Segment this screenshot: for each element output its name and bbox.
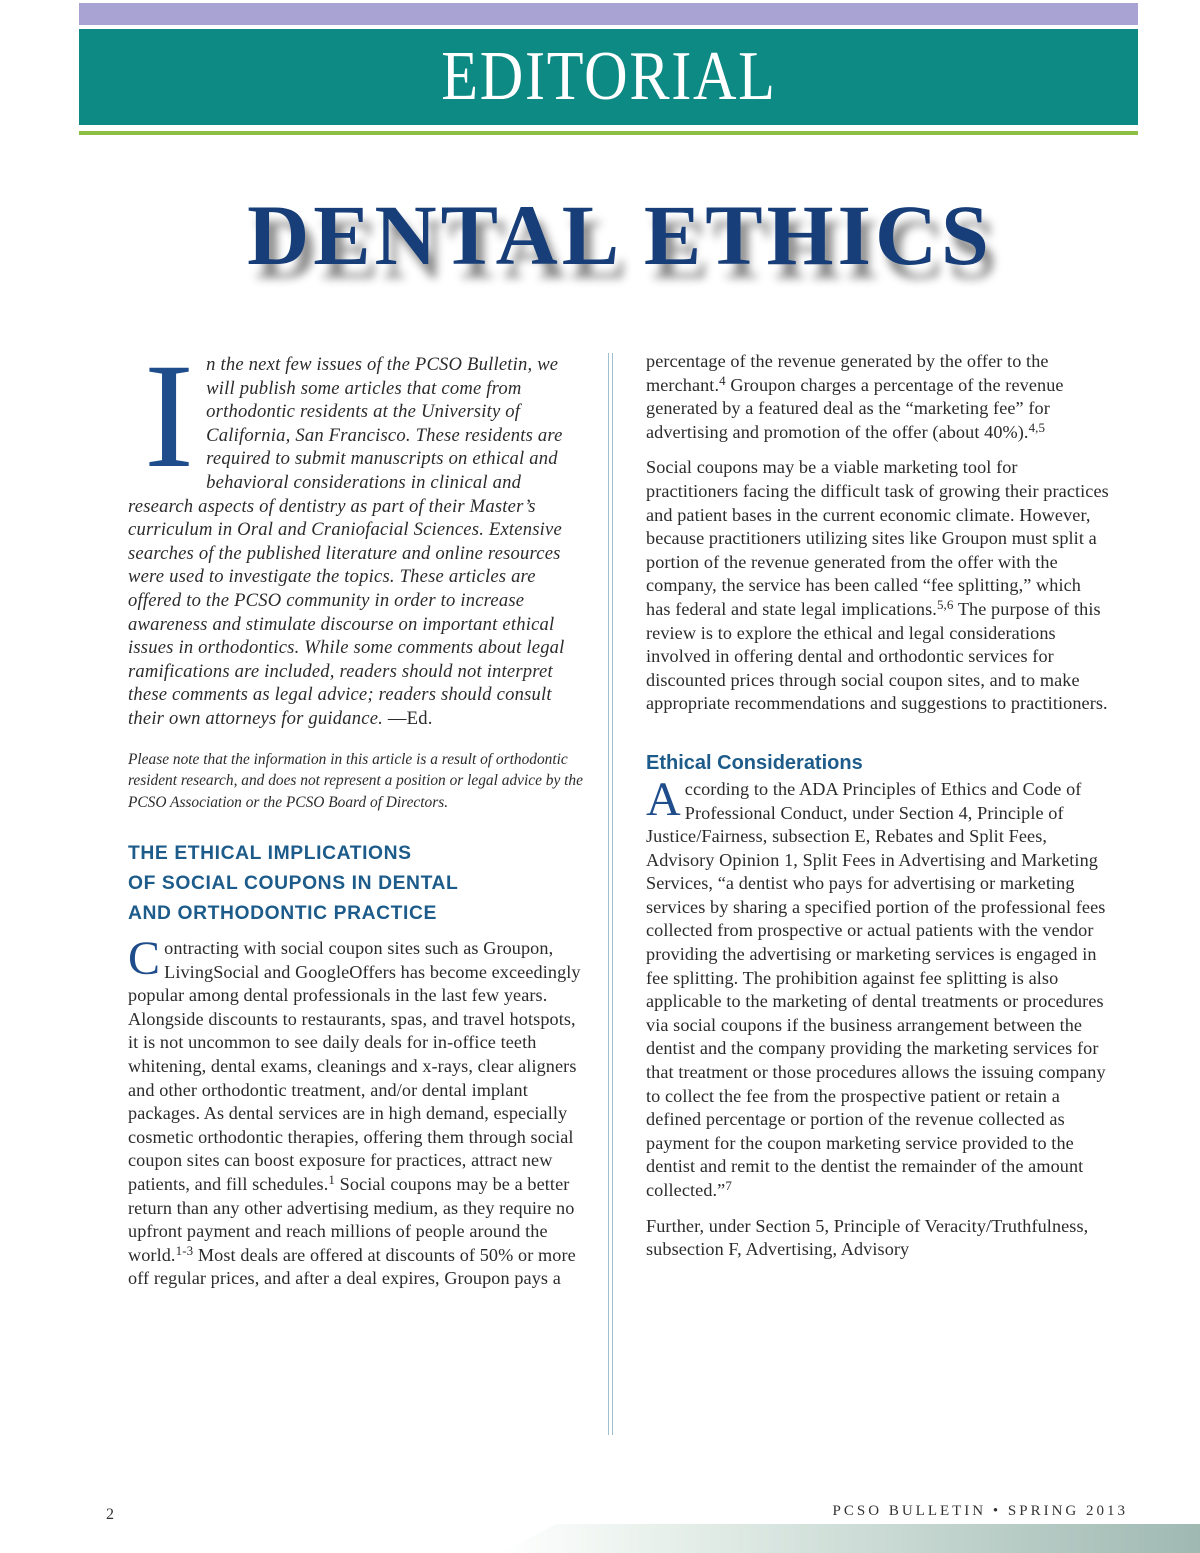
reference-marker: 7 bbox=[725, 1178, 732, 1193]
reference-marker: 4,5 bbox=[1028, 419, 1046, 435]
article-title: DENTAL ETHICS bbox=[247, 187, 993, 283]
paragraph-text: ccording to the ADA Principles of Ethics and Code of Professional Conduct, under Section 4, Principle of Justice/Fairness, subsection E, Rebates and Split Fees, Advisory Opinion 1, Split Fees in Advertising and Marketing Services, “a dentist who pays for advertising or marketing services by sharing a specified portion of the professional fees collected from prospective or actual patients with the vendor providing the advertising or marketing services is engaged in fee splitting. The prohibition against fee splitting is also applicable to the marketing of dental treatments or procedures via social coupons if the business arrangement between the dentist and the company providing the marketing services for that treatment or those procedures allows the issuing company to collect the fee from the prospective patient or retain a defined percentage or portion of the revenue collected as payment for the coupon marketing service provided to the dentist and remit to the dentist the remainder of the amount collected.” bbox=[646, 778, 1106, 1200]
ethics-paragraph bbox=[646, 772, 1110, 1203]
right-column bbox=[646, 350, 1110, 1262]
column-divider bbox=[608, 353, 613, 1435]
intro-signoff: —Ed. bbox=[383, 707, 433, 729]
paragraph-text: Social coupons may be a better return than any other advertising medium, as they require no upfront payment and reach millions of people around the world. bbox=[128, 1173, 575, 1265]
top-stripe bbox=[79, 3, 1138, 25]
paragraph-text: Groupon charges a percentage of the revenue generated by a featured deal as the “marketing fee” for advertising and promotion of the offer (about 40%). bbox=[646, 374, 1064, 442]
section-heading-line: OF SOCIAL COUPONS IN DENTAL bbox=[128, 873, 459, 894]
paragraph-text: Most deals are offered at discounts of 50% or more off regular prices, and after a deal expires, Groupon pays a bbox=[128, 1244, 576, 1289]
reference-marker: 1 bbox=[328, 1171, 335, 1187]
section-paragraph bbox=[128, 932, 584, 1291]
left-column bbox=[128, 333, 584, 1291]
banner-accent-line bbox=[79, 131, 1138, 135]
intro-text: n the next few issues of the PCSO Bulletin, we will publish some articles that come from orthodontic residents at the University of California, San Francisco. These residents are required to submit manuscripts on ethical and behavioral considerations in clinical and research aspects of dentistry as part of their Master’s curriculum in Oral and Craniofacial Sciences. Extensive searches of the published literature and online resources were used to investigate the topics. These articles are offered to the PCSO community in order to increase awareness and stimulate discourse on important ethical issues in orthodontics. While some comments about legal ramifications are included, readers should not interpret these comments as legal advice; readers should consult their own attorneys for guidance. bbox=[128, 354, 565, 729]
page-number: 2 bbox=[106, 1506, 114, 1523]
reference-marker: 4 bbox=[719, 372, 726, 388]
subsection-heading: Ethical Considerations bbox=[646, 751, 863, 774]
footer-gradient bbox=[500, 1524, 1200, 1553]
editor-intro bbox=[128, 333, 584, 731]
paragraph-text: The purpose of this review is to explore the ethical and legal considerations involved in offering dental and orthodontic services for discounted prices through social coupon sites, and to make appropriate recommendations and suggestions to practitioners. bbox=[646, 598, 1108, 714]
subsection-dropcap: A bbox=[646, 772, 681, 826]
paragraph-text: percentage of the revenue generated by the offer to the merchant. bbox=[646, 351, 1049, 395]
banner-title: EDITORIAL bbox=[440, 38, 777, 115]
paragraph-text: Social coupons may be a viable marketing tool for practitioners facing the difficult task of growing their practices and patient bases in the current economic climate. However, because practitioners utilizing sites like Groupon must split a portion of the revenue generated from the offer with the company, the service has been called “fee splitting,” which has federal and state legal implications. bbox=[646, 457, 1109, 619]
section-heading-line: AND ORTHODONTIC PRACTICE bbox=[128, 903, 437, 924]
publication-footer: PCSO BULLETIN • SPRING 2013 bbox=[832, 1503, 1128, 1519]
disclaimer-note: Please note that the information in this article is a result of orthodontic resident research, and does not represent a position or legal advice by the PCSO Association or the PCSO Board of Directors. bbox=[128, 750, 583, 811]
section-dropcap: C bbox=[128, 932, 161, 985]
section-heading-line: THE ETHICAL IMPLICATIONS bbox=[128, 843, 412, 864]
veracity-paragraph: Further, under Section 5, Principle of Veracity/Truthfulness, subsection F, Advertising, Advisory bbox=[646, 1215, 1089, 1260]
paragraph-text: ontracting with social coupon sites such as Groupon, LivingSocial and GoogleOffers has become exceedingly popular among dental professionals in the last few years. Alongside discounts to restaurants, spas, and travel hotspots, it is not uncommon to see daily deals for in-office teeth whitening, dental exams, cleanings and x-rays, clear aligners and other orthodontic treatment, and/or dental implant packages. As dental services are in high demand, especially cosmetic orthodontic therapies, offering them through social coupon sites can boost exposure for practices, attract new patients, and fill schedules. bbox=[128, 938, 581, 1194]
coupons-paragraph bbox=[646, 456, 1110, 716]
reference-marker: 5,6 bbox=[936, 596, 954, 612]
intro-dropcap: I bbox=[144, 333, 195, 499]
editorial-banner bbox=[79, 29, 1138, 125]
reference-marker: 1-3 bbox=[175, 1242, 194, 1258]
section-heading bbox=[128, 839, 584, 929]
continued-paragraph bbox=[646, 350, 1110, 444]
